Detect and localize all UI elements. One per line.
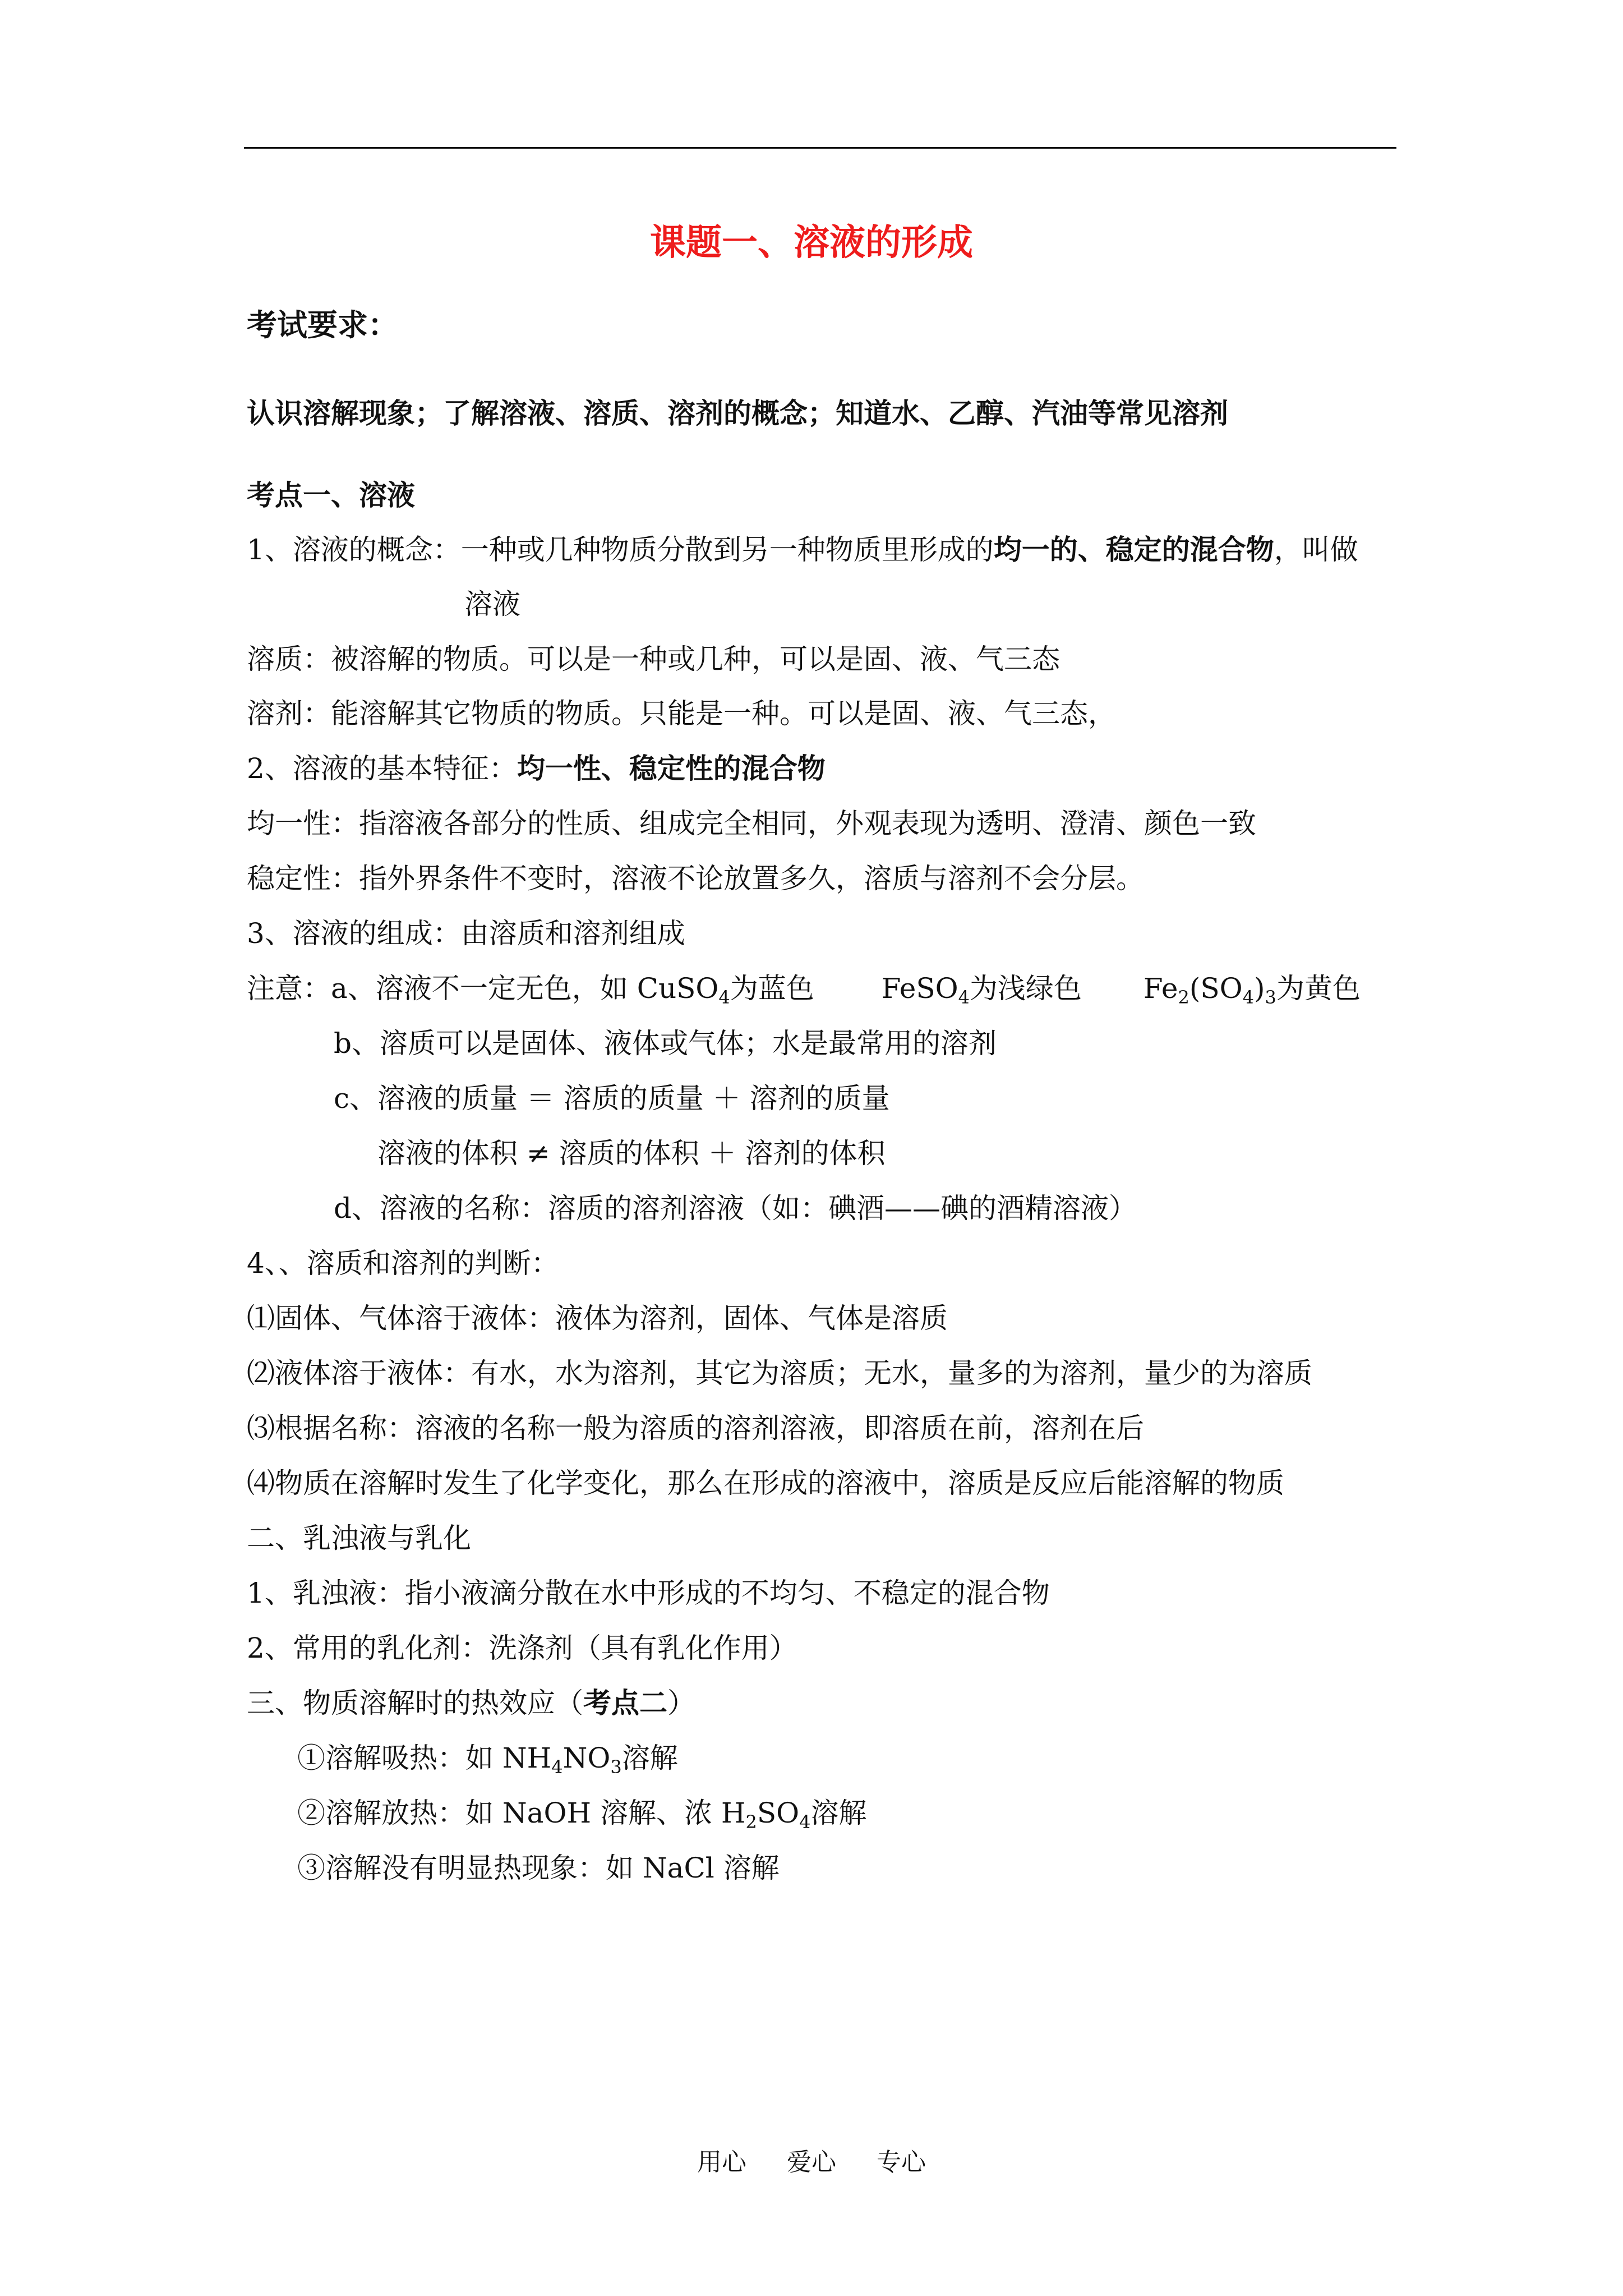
note-a-yellow: 为黄色 [1276, 972, 1361, 1005]
header-rule [244, 147, 1396, 149]
judgement-1: ⑴固体、气体溶于液体：液体为溶剂，固体、气体是溶质 [247, 1302, 948, 1335]
section-heat-heading [247, 1681, 695, 1726]
page-footer [0, 2143, 1623, 2182]
subscript: 4 [718, 987, 730, 1008]
features-bold: 均一性、稳定性的混合物 [517, 752, 826, 785]
note-a-green: 为浅绿色 [969, 972, 1082, 1005]
section-emulsion-heading: 二、乳浊液与乳化 [247, 1522, 471, 1554]
subscript: 2 [1178, 987, 1189, 1008]
note-d-line: d、溶液的名称：溶质的溶剂溶液（如：碘酒——碘的酒精溶液） [334, 1192, 1137, 1225]
subscript: 4 [551, 1756, 563, 1778]
heat-release-text: ②溶解放热：如 NaOH 溶解、浓 H [297, 1797, 746, 1829]
heat-release-line [297, 1791, 866, 1835]
subscript: 2 [745, 1811, 757, 1833]
emulsion-definition: 1、乳浊液：指小液滴分散在水中形成的不均匀、不稳定的混合物 [247, 1577, 1050, 1609]
heat-none-line: ③溶解没有明显热现象：如 NaCl 溶解 [297, 1852, 780, 1884]
judgement-3: ⑶根据名称：溶液的名称一般为溶质的溶剂溶液，即溶质在前，溶剂在后 [247, 1412, 1144, 1444]
heat-absorb-no: NO [562, 1742, 611, 1774]
heat-heading-close: ） [667, 1687, 695, 1719]
definition-text: 1、溶液的概念：一种或几种物质分散到另一种物质里形成的 [247, 533, 994, 566]
note-a-so4: (SO [1189, 972, 1243, 1005]
subscript: 3 [1265, 987, 1276, 1008]
exam-requirements-heading: 考试要求： [247, 307, 398, 343]
definition-bold: 均一的、稳定的混合物 [993, 533, 1274, 566]
judgement-heading: 4、、溶质和溶剂的判断： [247, 1247, 559, 1280]
heat-release-so: SO [757, 1797, 800, 1829]
heat-heading-text: 三、物质溶解时的热效应（ [247, 1687, 583, 1719]
footer-item: 专心 [877, 2148, 926, 2177]
solute-line: 溶质：被溶解的物质。可以是一种或几种，可以是固、液、气三态 [247, 643, 1060, 675]
note-a-paren: ) [1253, 972, 1265, 1005]
stability-line: 稳定性：指外界条件不变时，溶液不论放置多久，溶质与溶剂不会分层。 [247, 862, 1144, 895]
note-a-fe2: Fe [1143, 972, 1178, 1005]
solvent-line: 溶剂：能溶解其它物质的物质。只能是一种。可以是固、液、气三态， [247, 697, 1116, 730]
subscript: 4 [1242, 987, 1254, 1008]
heat-absorb-line [297, 1736, 678, 1780]
emulsifier-line: 2、常用的乳化剂：洗涤剂（具有乳化作用） [247, 1632, 797, 1664]
uniformity-line: 均一性：指溶液各部分的性质、组成完全相同，外观表现为透明、澄清、颜色一致 [247, 807, 1256, 840]
subscript: 4 [799, 1811, 811, 1833]
note-c-line: c、溶液的质量 ＝ 溶质的质量 ＋ 溶剂的质量 [334, 1082, 890, 1115]
heat-absorb-text: ①溶解吸热：如 NH [297, 1742, 552, 1774]
heat-heading-bold: 考点二 [583, 1687, 667, 1719]
footer-item: 爱心 [787, 2148, 836, 2177]
composition-line: 3、溶液的组成：由溶质和溶剂组成 [247, 917, 685, 950]
features-text: 2、溶液的基本特征： [247, 752, 517, 785]
page-title: 课题一、溶液的形成 [650, 222, 973, 264]
judgement-4: ⑷物质在溶解时发生了化学变化，那么在形成的溶液中，溶质是反应后能溶解的物质 [247, 1467, 1284, 1499]
definition-line [247, 527, 1358, 572]
features-line [247, 746, 826, 791]
note-c-volume-line: 溶液的体积 ≠ 溶质的体积 ＋ 溶剂的体积 [377, 1137, 886, 1170]
section-heading-kaodian1 [247, 473, 415, 518]
subscript: 3 [610, 1756, 622, 1778]
heat-release-tail: 溶解 [810, 1797, 867, 1829]
subscript: 4 [958, 987, 970, 1008]
note-a-text: 注意：a、溶液不一定无色，如 CuSO [247, 972, 719, 1005]
judgement-2: ⑵液体溶于液体：有水，水为溶剂，其它为溶质；无水，量多的为溶剂，量少的为溶质 [247, 1357, 1312, 1389]
definition-continuation: 溶液 [464, 588, 520, 620]
footer-item: 用心 [697, 2148, 746, 2177]
definition-tail: ，叫做 [1274, 533, 1358, 566]
kaodian1-label: 考点一、溶液 [247, 479, 415, 512]
note-a-blue: 为蓝色 [730, 972, 814, 1005]
note-a-line [247, 966, 1361, 1011]
note-b-line: b、溶质可以是固体、液体或气体；水是最常用的溶剂 [334, 1027, 997, 1060]
heat-absorb-tail: 溶解 [621, 1742, 678, 1774]
note-a-feso4: FeSO [881, 972, 958, 1005]
exam-requirements-text: 认识溶解现象；了解溶液、溶质、溶剂的概念；知道水、乙醇、汽油等常见溶剂 [247, 397, 1228, 430]
